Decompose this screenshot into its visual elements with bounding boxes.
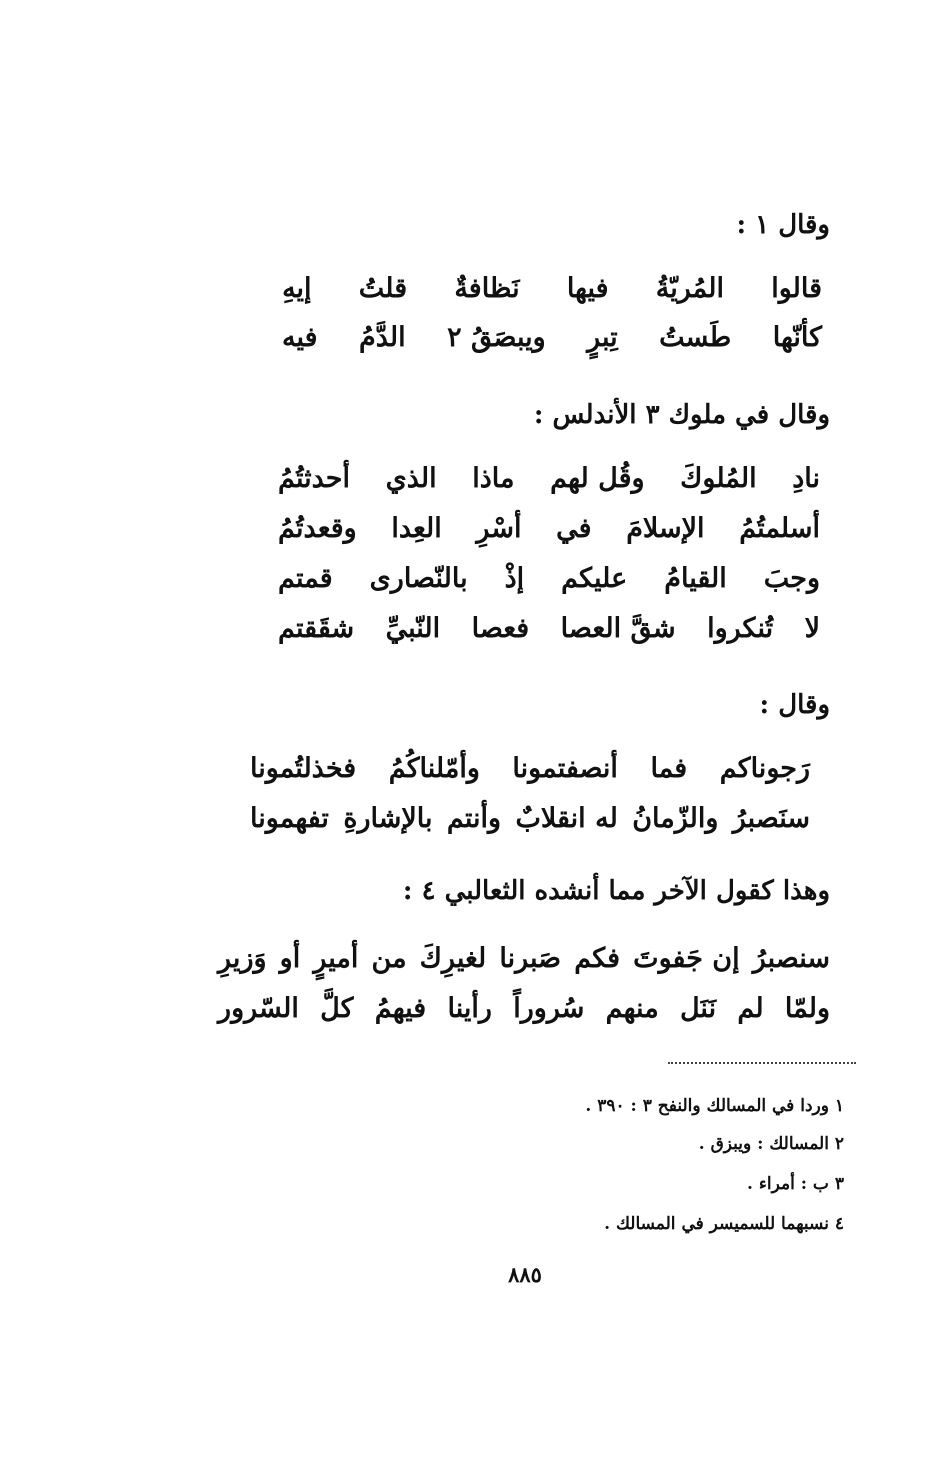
word: القيامُ <box>664 562 727 594</box>
section-2-verse-2 <box>278 508 820 548</box>
word: إذْ <box>504 562 525 594</box>
word: فكم <box>574 942 621 974</box>
word: أسلمتُمُ <box>739 512 820 544</box>
word: فيها <box>566 272 609 304</box>
footnote-1: ١ وردا في المسالك والنفح ٣ : ٣٩٠ . <box>585 1096 844 1116</box>
word: أحدثتُمُ <box>278 462 350 494</box>
word: سُروراً <box>513 992 585 1024</box>
word: والزّمانُ <box>632 802 719 834</box>
word: قلتُ <box>358 272 408 304</box>
word: فعصا <box>471 612 530 644</box>
word: فما <box>650 752 688 784</box>
word: المُلوكَ <box>680 462 757 494</box>
word: شقَقتم <box>278 612 355 644</box>
word: تِبرٍ <box>587 321 618 353</box>
footnote-4: ٤ نسبهما للسميسر في المسالك . <box>604 1214 844 1234</box>
word: من <box>371 942 407 974</box>
word: وأنتم <box>446 802 502 834</box>
word: له انقلابٌ <box>515 802 618 834</box>
section-3-intro: وقال : <box>759 690 830 720</box>
page-number: ٨٨٥ <box>508 1262 542 1287</box>
word: سنَصبرُ <box>732 802 810 834</box>
section-4-verse-2 <box>218 988 830 1028</box>
word: رَجوناكم <box>719 752 810 784</box>
section-1-intro: وقال ١ : <box>736 210 830 240</box>
word: وقُل لهم <box>550 462 645 494</box>
word: لغيرِكَ <box>419 942 487 974</box>
word: فيه <box>282 321 318 353</box>
section-2-verse-3 <box>278 558 820 598</box>
word: صَبرنا <box>499 942 562 974</box>
word: العِدا <box>391 512 442 544</box>
word: الذي <box>385 462 437 494</box>
word: فيهمُ <box>374 992 427 1024</box>
word: نَظافةٌ <box>454 272 520 304</box>
section-4-verse-1 <box>218 938 830 978</box>
word: سنصبرُ <box>752 942 830 974</box>
word: بالإشارةِ <box>343 802 433 834</box>
word: النّبيِّ <box>385 612 441 644</box>
word: وَزيرِ <box>218 942 267 974</box>
word: إن جَفوتَ <box>633 942 740 974</box>
word: منهم <box>605 992 659 1024</box>
word: تفهمونا <box>250 802 329 834</box>
word: وقعدتُمُ <box>278 512 357 544</box>
word: تُنكروا <box>707 612 774 644</box>
word: الإسلامَ <box>626 512 705 544</box>
word: قمتم <box>278 562 333 594</box>
footnote-3: ٣ ب : أمراء . <box>747 1174 844 1194</box>
word: الدَّمُ <box>359 321 406 353</box>
section-2-verse-4 <box>278 608 820 648</box>
section-2-intro: وقال في ملوك ٣ الأندلس : <box>533 400 830 430</box>
word: عليكم <box>561 562 628 594</box>
word: وجبَ <box>763 562 820 594</box>
section-1-verse-2 <box>282 317 822 357</box>
word: طَستُ <box>659 321 732 353</box>
section-3-verse-1 <box>250 748 810 788</box>
word: شقَّ العصا <box>560 612 676 644</box>
word: أنصفتمونا <box>512 752 618 784</box>
word: نَنَل <box>679 992 717 1024</box>
word: ويبصَقُ ٢ <box>447 321 546 353</box>
word: أو <box>279 942 301 974</box>
word: قالوا <box>771 272 822 304</box>
footnote-2: ٢ المسالك : ويبزق . <box>698 1134 844 1154</box>
word: أسْرِ <box>476 512 522 544</box>
section-3-verse-2 <box>250 798 810 838</box>
word: لا <box>804 612 820 644</box>
section-1-verse-1 <box>282 268 822 308</box>
word: نادِ <box>792 462 820 494</box>
footnote-divider <box>668 1062 856 1064</box>
word: ولمّا <box>784 992 830 1024</box>
word: وأمّلناكُمُ <box>388 752 480 784</box>
word: رأينا <box>447 992 492 1024</box>
section-2-verse-1 <box>278 458 820 498</box>
word: في <box>556 512 592 544</box>
word: كأنّها <box>772 321 822 353</box>
word: ماذا <box>472 462 515 494</box>
section-4-intro: وهذا كقول الآخر مما أنشده الثعالبي ٤ : <box>402 876 830 906</box>
word: لم <box>737 992 764 1024</box>
word: بالنّصارى <box>369 562 468 594</box>
word: المُريّةُ <box>655 272 724 304</box>
word: أميرٍ <box>313 942 359 974</box>
word: إيهِ <box>282 272 312 304</box>
word: فخذلتُمونا <box>250 752 357 784</box>
word: السّرور <box>218 992 299 1024</box>
word: كلَّ <box>320 992 354 1024</box>
